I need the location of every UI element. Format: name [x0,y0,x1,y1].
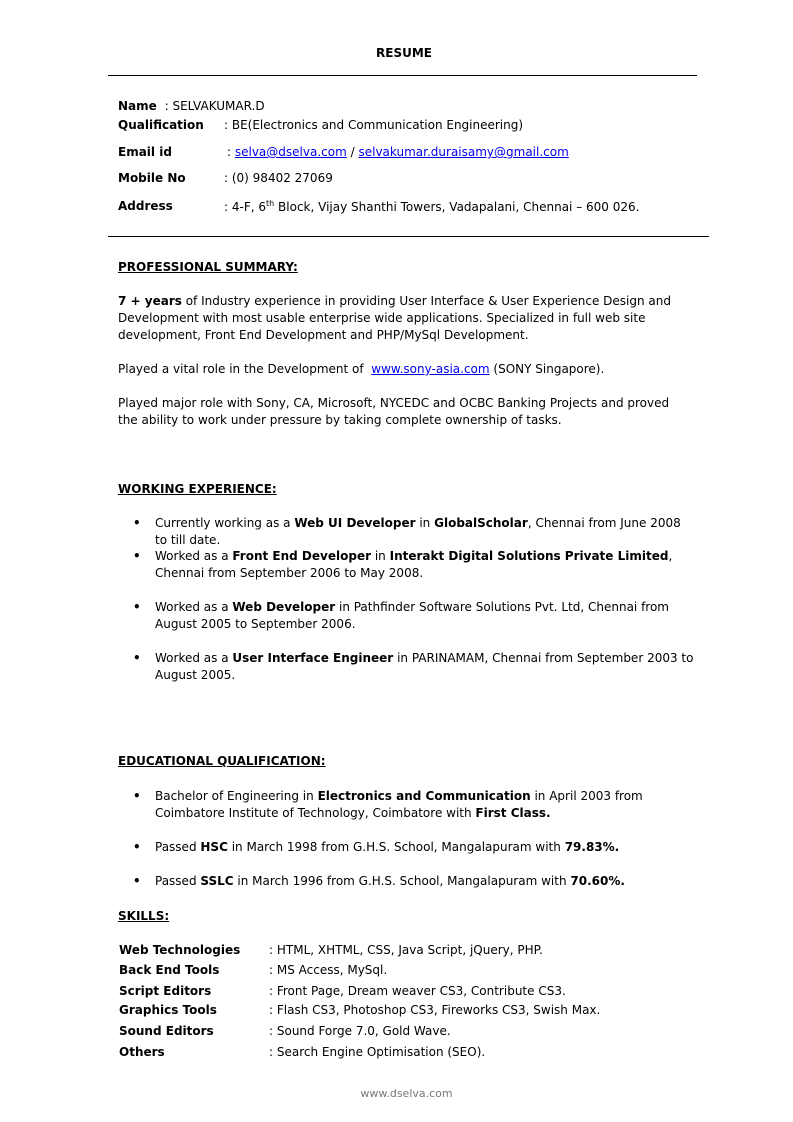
address-rest: Block, Vijay Shanthi Towers, Vadapalani, Chennai – 600 026. [274,200,640,214]
address-value [224,199,639,214]
exp-pre: Currently working as a [155,516,291,530]
exp-role: Web Developer [232,600,336,614]
education-heading: EDUCATIONAL QUALIFICATION: [118,754,326,768]
skill-value: : Flash CS3, Photoshop CS3, Fireworks CS3, Swish Max. [269,1003,601,1017]
qualification-label: Qualification [118,118,204,132]
summary-paragraph-3: Played major role with Sony, CA, Microsoft, NYCEDC and OCBC Banking Projects and proved the ability to work under pressure by taking complete ownership of tasks. [118,396,670,427]
exp-post: , Chennai from June 2008 to till date. [155,516,681,547]
exp-pre: Worked as a [155,600,229,614]
bullet-icon: • [133,789,141,803]
skill-value: : HTML, XHTML, CSS, Java Script, jQuery, PHP. [269,943,543,957]
bullet-icon: • [133,516,141,530]
skill-label: Back End Tools [119,963,220,977]
address-sup: th [266,199,275,208]
edu-mid: in March 1998 from G.H.S. School, Mangalapuram with [231,840,561,854]
edu-bold1: Electronics and Communication [317,789,531,803]
edu-pre: Passed [155,840,197,854]
bullet-icon: • [133,840,141,854]
edu-bold2: First Class. [475,806,551,820]
email-secondary-link[interactable]: selvakumar.duraisamy@gmail.com [358,145,569,159]
skill-row [119,963,387,977]
experience-item [133,599,695,633]
summary-paragraph-2 [118,361,683,378]
qualification-value: : BE(Electronics and Communication Engineering) [224,118,524,132]
bullet-icon: • [133,600,141,614]
skill-value: : Front Page, Dream weaver CS3, Contribute CS3. [269,984,566,998]
skills-heading: SKILLS: [118,909,170,923]
edu-bold2: 79.83%. [564,840,620,854]
email-colon: : [227,145,235,159]
sony-asia-link[interactable]: www.sony-asia.com [371,362,490,376]
skill-value: : MS Access, MySql. [269,963,388,977]
summary-heading: PROFESSIONAL SUMMARY: [118,260,298,274]
edu-bold1: SSLC [200,874,234,888]
edu-mid: in March 1996 from G.H.S. School, Mangalapuram with [237,874,567,888]
experience-item [133,650,695,684]
address-label: Address [118,199,173,213]
exp-company: GlobalScholar [434,516,528,530]
mobile-label: Mobile No [118,171,186,185]
experience-heading: WORKING EXPERIENCE: [118,482,277,496]
bullet-icon: • [133,549,141,563]
name-label: Name [118,99,157,113]
email-value [227,145,569,159]
summary-p2-text: Played a vital role in the Development of [118,362,364,376]
skill-value: : Search Engine Optimisation (SEO). [269,1045,486,1059]
exp-post: in Pathfinder Software Solutions Pvt. Ltd, Chennai from August 2005 to September 2006. [155,600,669,631]
email-primary-link[interactable]: selva@dselva.com [234,145,347,159]
bullet-icon: • [133,874,141,888]
edu-bold1: HSC [200,840,228,854]
exp-post: , Chennai from September 2006 to May 2008. [155,549,673,580]
edu-pre: Bachelor of Engineering in [155,789,314,803]
education-item [133,873,695,890]
exp-company: Interakt Digital Solutions Private Limited [389,549,669,563]
edu-mid: in April 2003 from Coimbatore Institute of Technology, Coimbatore with [155,789,643,820]
skill-label: Graphics Tools [119,1003,217,1017]
page-title: RESUME [376,46,432,60]
summary-p1-text: of Industry experience in providing User Interface & User Experience Design and Development with most usable enterprise wide applications. Specialized in full web site development, Front End Development and PHP/MySql Development. [118,294,671,342]
exp-role: Web UI Developer [294,516,416,530]
skill-row [119,1024,451,1038]
exp-mid: in [374,549,386,563]
info-divider [108,236,709,237]
summary-years: 7 + years [118,294,182,308]
skill-row [119,1045,485,1059]
name-value: : SELVAKUMAR.D [164,99,265,113]
skill-row [119,943,543,957]
bullet-icon: • [133,651,141,665]
exp-role: Front End Developer [232,549,371,563]
skill-label: Web Technologies [119,943,241,957]
summary-p2-after: (SONY Singapore). [493,362,605,376]
skill-label: Sound Editors [119,1024,214,1038]
email-separator: / [350,145,355,159]
skill-label: Script Editors [119,984,212,998]
exp-post: in PARINAMAM, Chennai from September 2003 to August 2005. [155,651,694,682]
education-item [133,788,695,822]
footer-website: www.dselva.com [360,1087,453,1100]
skill-row [119,984,566,998]
exp-mid: in [419,516,431,530]
exp-pre: Worked as a [155,651,229,665]
skill-row [119,1003,600,1017]
address-prefix: : 4-F, 6 [224,200,266,214]
exp-pre: Worked as a [155,549,229,563]
edu-bold2: 70.60%. [570,874,625,888]
skill-value: : Sound Forge 7.0, Gold Wave. [269,1024,451,1038]
skill-label: Others [119,1045,165,1059]
mobile-value: : (0) 98402 27069 [224,171,333,185]
header-divider [108,75,697,76]
email-label: Email id [118,145,172,159]
name-row [118,99,265,113]
edu-pre: Passed [155,874,197,888]
education-item [133,839,695,856]
experience-item [133,515,695,549]
experience-item [133,548,695,582]
exp-role: User Interface Engineer [232,651,394,665]
summary-paragraph-1 [118,293,683,344]
